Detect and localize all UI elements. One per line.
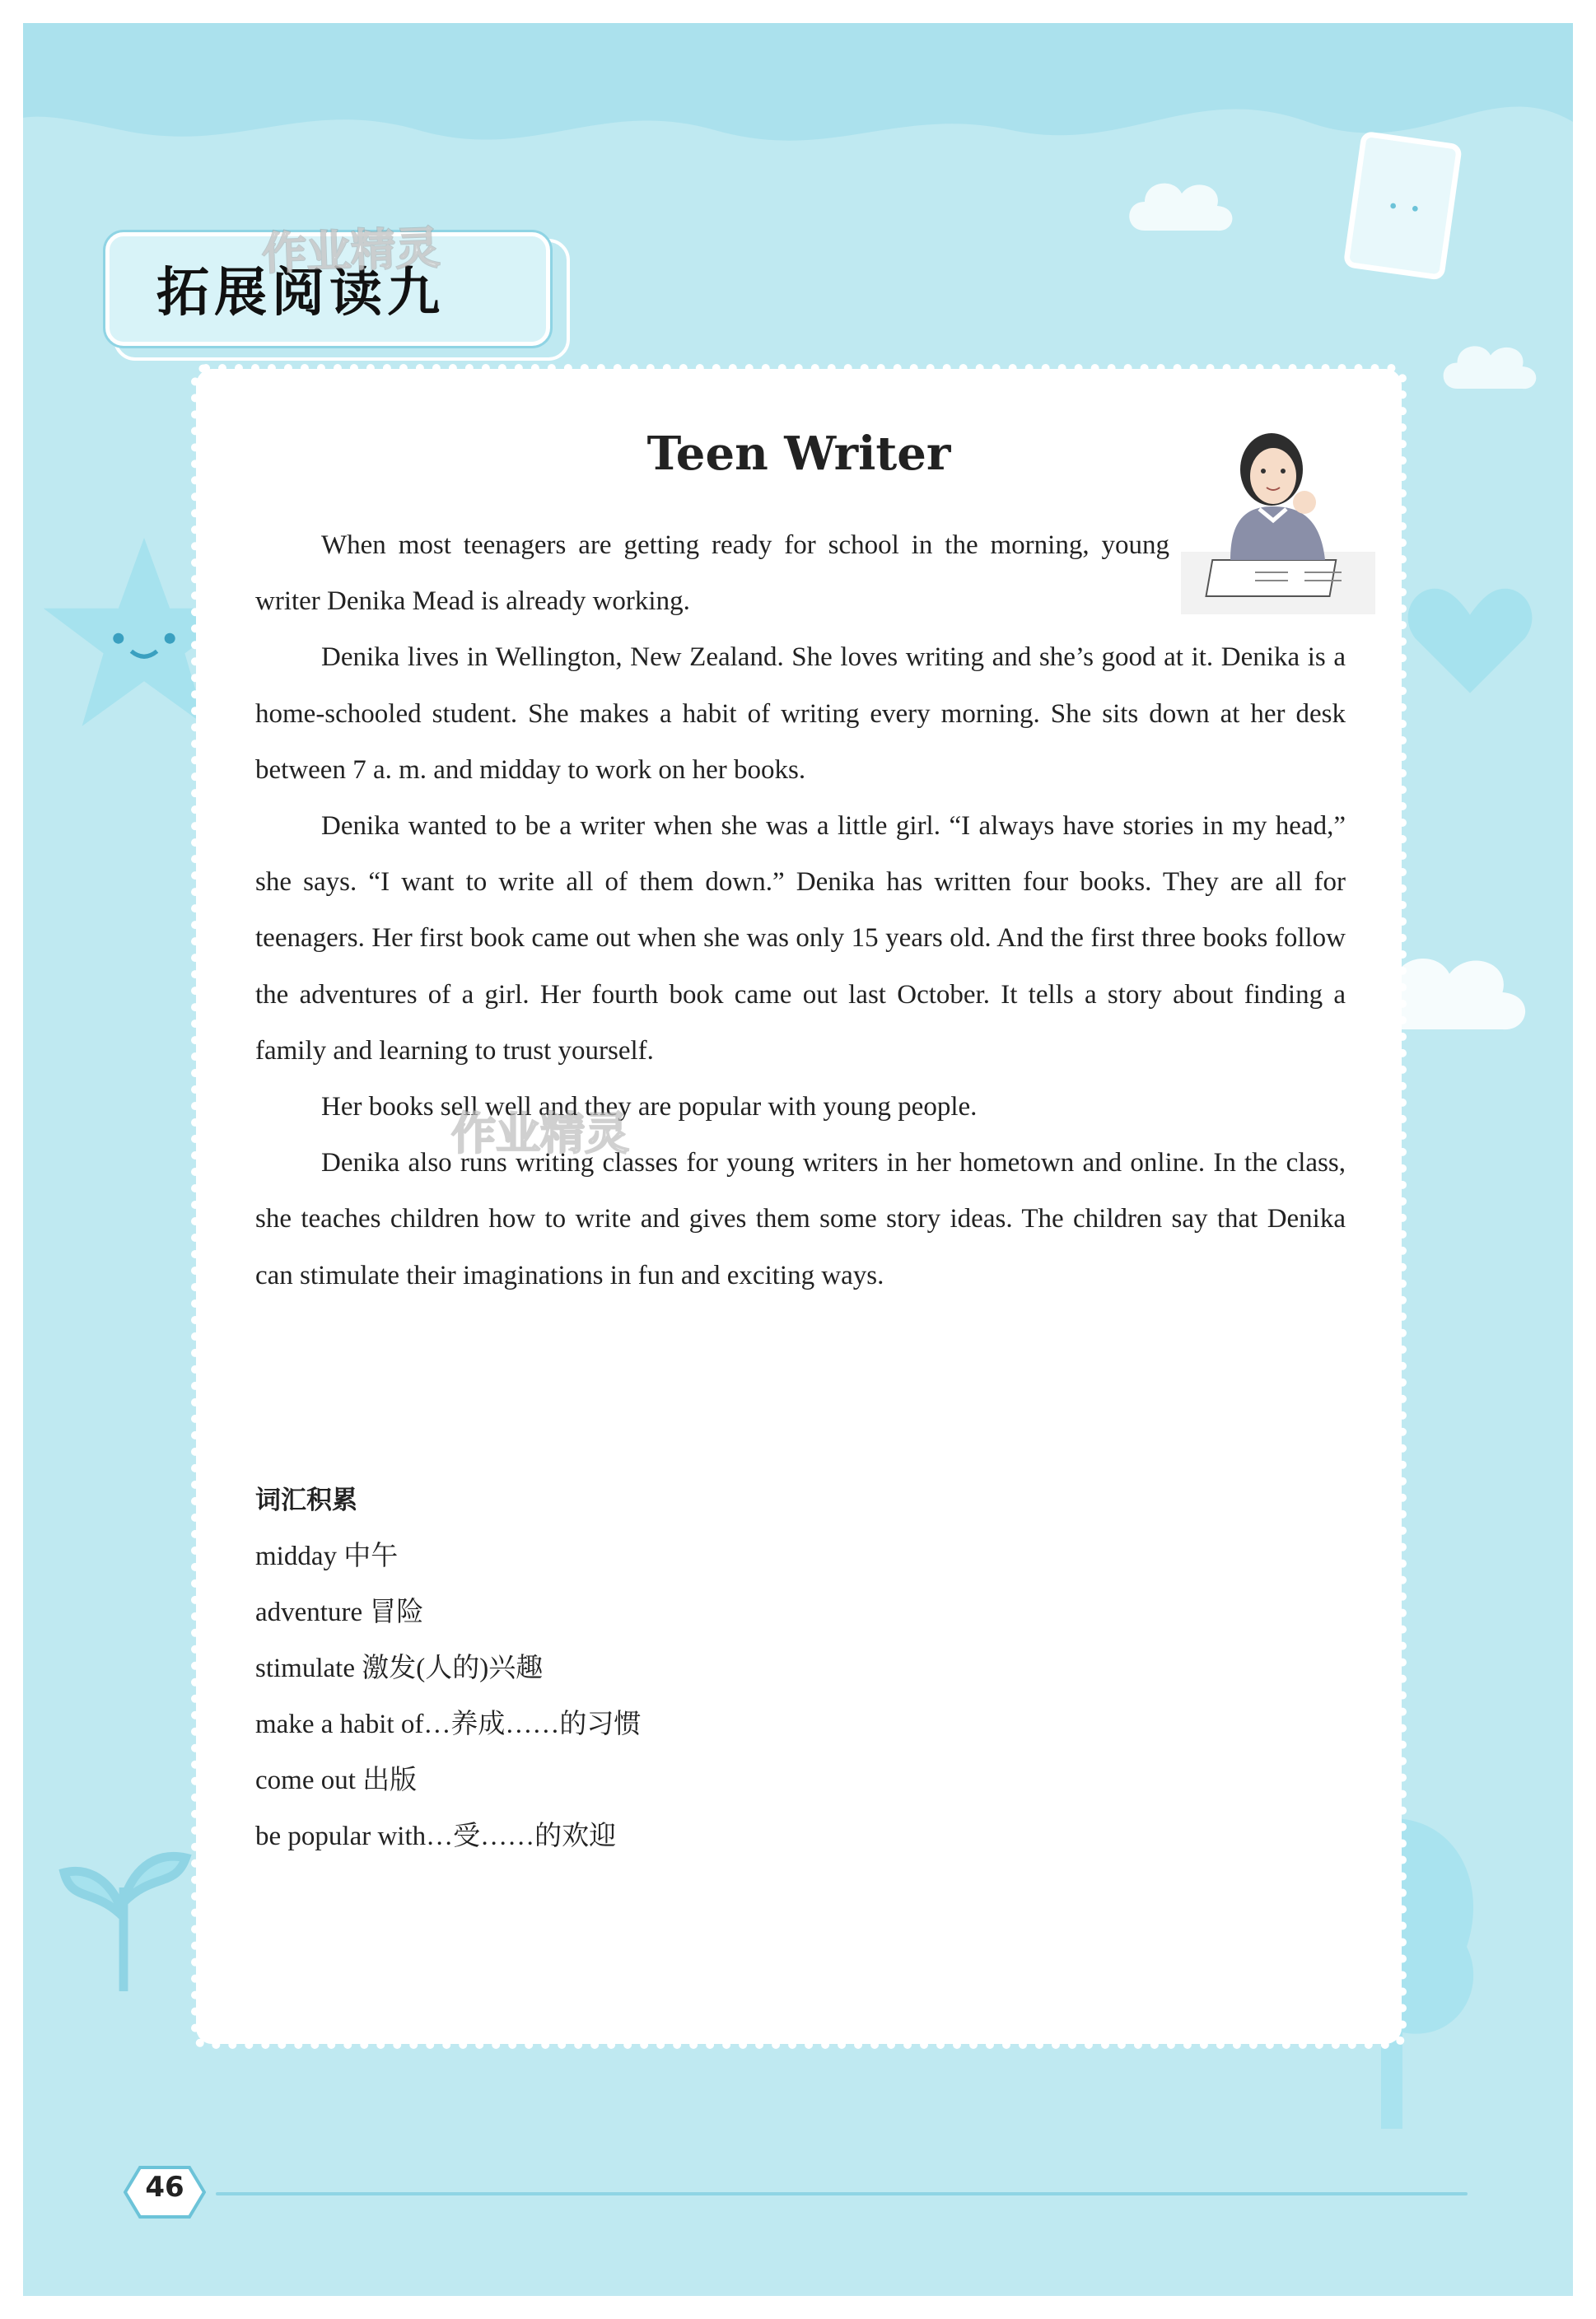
vocabulary-item: make a habit of…养成……的习惯 [255, 1710, 642, 1739]
heart-icon [1400, 576, 1540, 700]
vocabulary-item: come out 出版 [255, 1766, 418, 1795]
vocabulary-section [255, 1472, 641, 1864]
article-paragraph: Her books sell well and they are popular with young people. [321, 1092, 978, 1122]
book-icon [1334, 124, 1474, 288]
page-number: 46 [145, 2171, 184, 2204]
article-paragraph: When most teenagers are getting ready for school in the morning, young writer Denika Mead is already working. [255, 530, 1169, 617]
article-paragraph: Denika lives in Wellington, New Zealand. She loves writing and she’s good at it. Denika is a home-schooled student. She makes a habit of writing every morning. She sits down at her desk between 7 a. m. and midday to work on her books. [255, 642, 1346, 785]
vocabulary-item: adventure 冒险 [255, 1598, 424, 1627]
vocabulary-item: stimulate 激发(人的)兴趣 [255, 1654, 544, 1683]
plant-decoration-icon [49, 1795, 198, 2009]
watermark-top: 作业精灵 [261, 222, 441, 280]
cloud-icon-small [1433, 329, 1548, 404]
article-title: Teen Writer [646, 427, 951, 481]
vocabulary-item: be popular with…受……的欢迎 [255, 1822, 617, 1851]
vocabulary-item: midday 中午 [255, 1542, 399, 1571]
cloud-icon [1120, 165, 1244, 247]
section-title: 拓展阅读九 [156, 263, 445, 324]
watermark-body: 作业精灵 [451, 1108, 629, 1160]
article-body [255, 517, 1346, 1304]
vocabulary-heading: 词汇积累 [255, 1486, 357, 1515]
article-paragraph: Denika wanted to be a writer when she was a little girl. “I always have stories in my head,” she says. “I want to write all of them down.” Denika has written four books. They are all for teenagers. Her first book came out when she was only 15 years old. And the first three books follow the adventures of a girl. Her fourth book came out last October. It tells a story about finding a family and learning to trust yourself. [255, 811, 1346, 1066]
article-paragraph: Denika also runs writing classes for young writers in her hometown and online. In the class, she teaches children how to write and gives them some story ideas. The children say that Denika can stimulate their imaginations in fun and exciting ways. [255, 1148, 1346, 1290]
footer-rule [216, 2192, 1468, 2195]
